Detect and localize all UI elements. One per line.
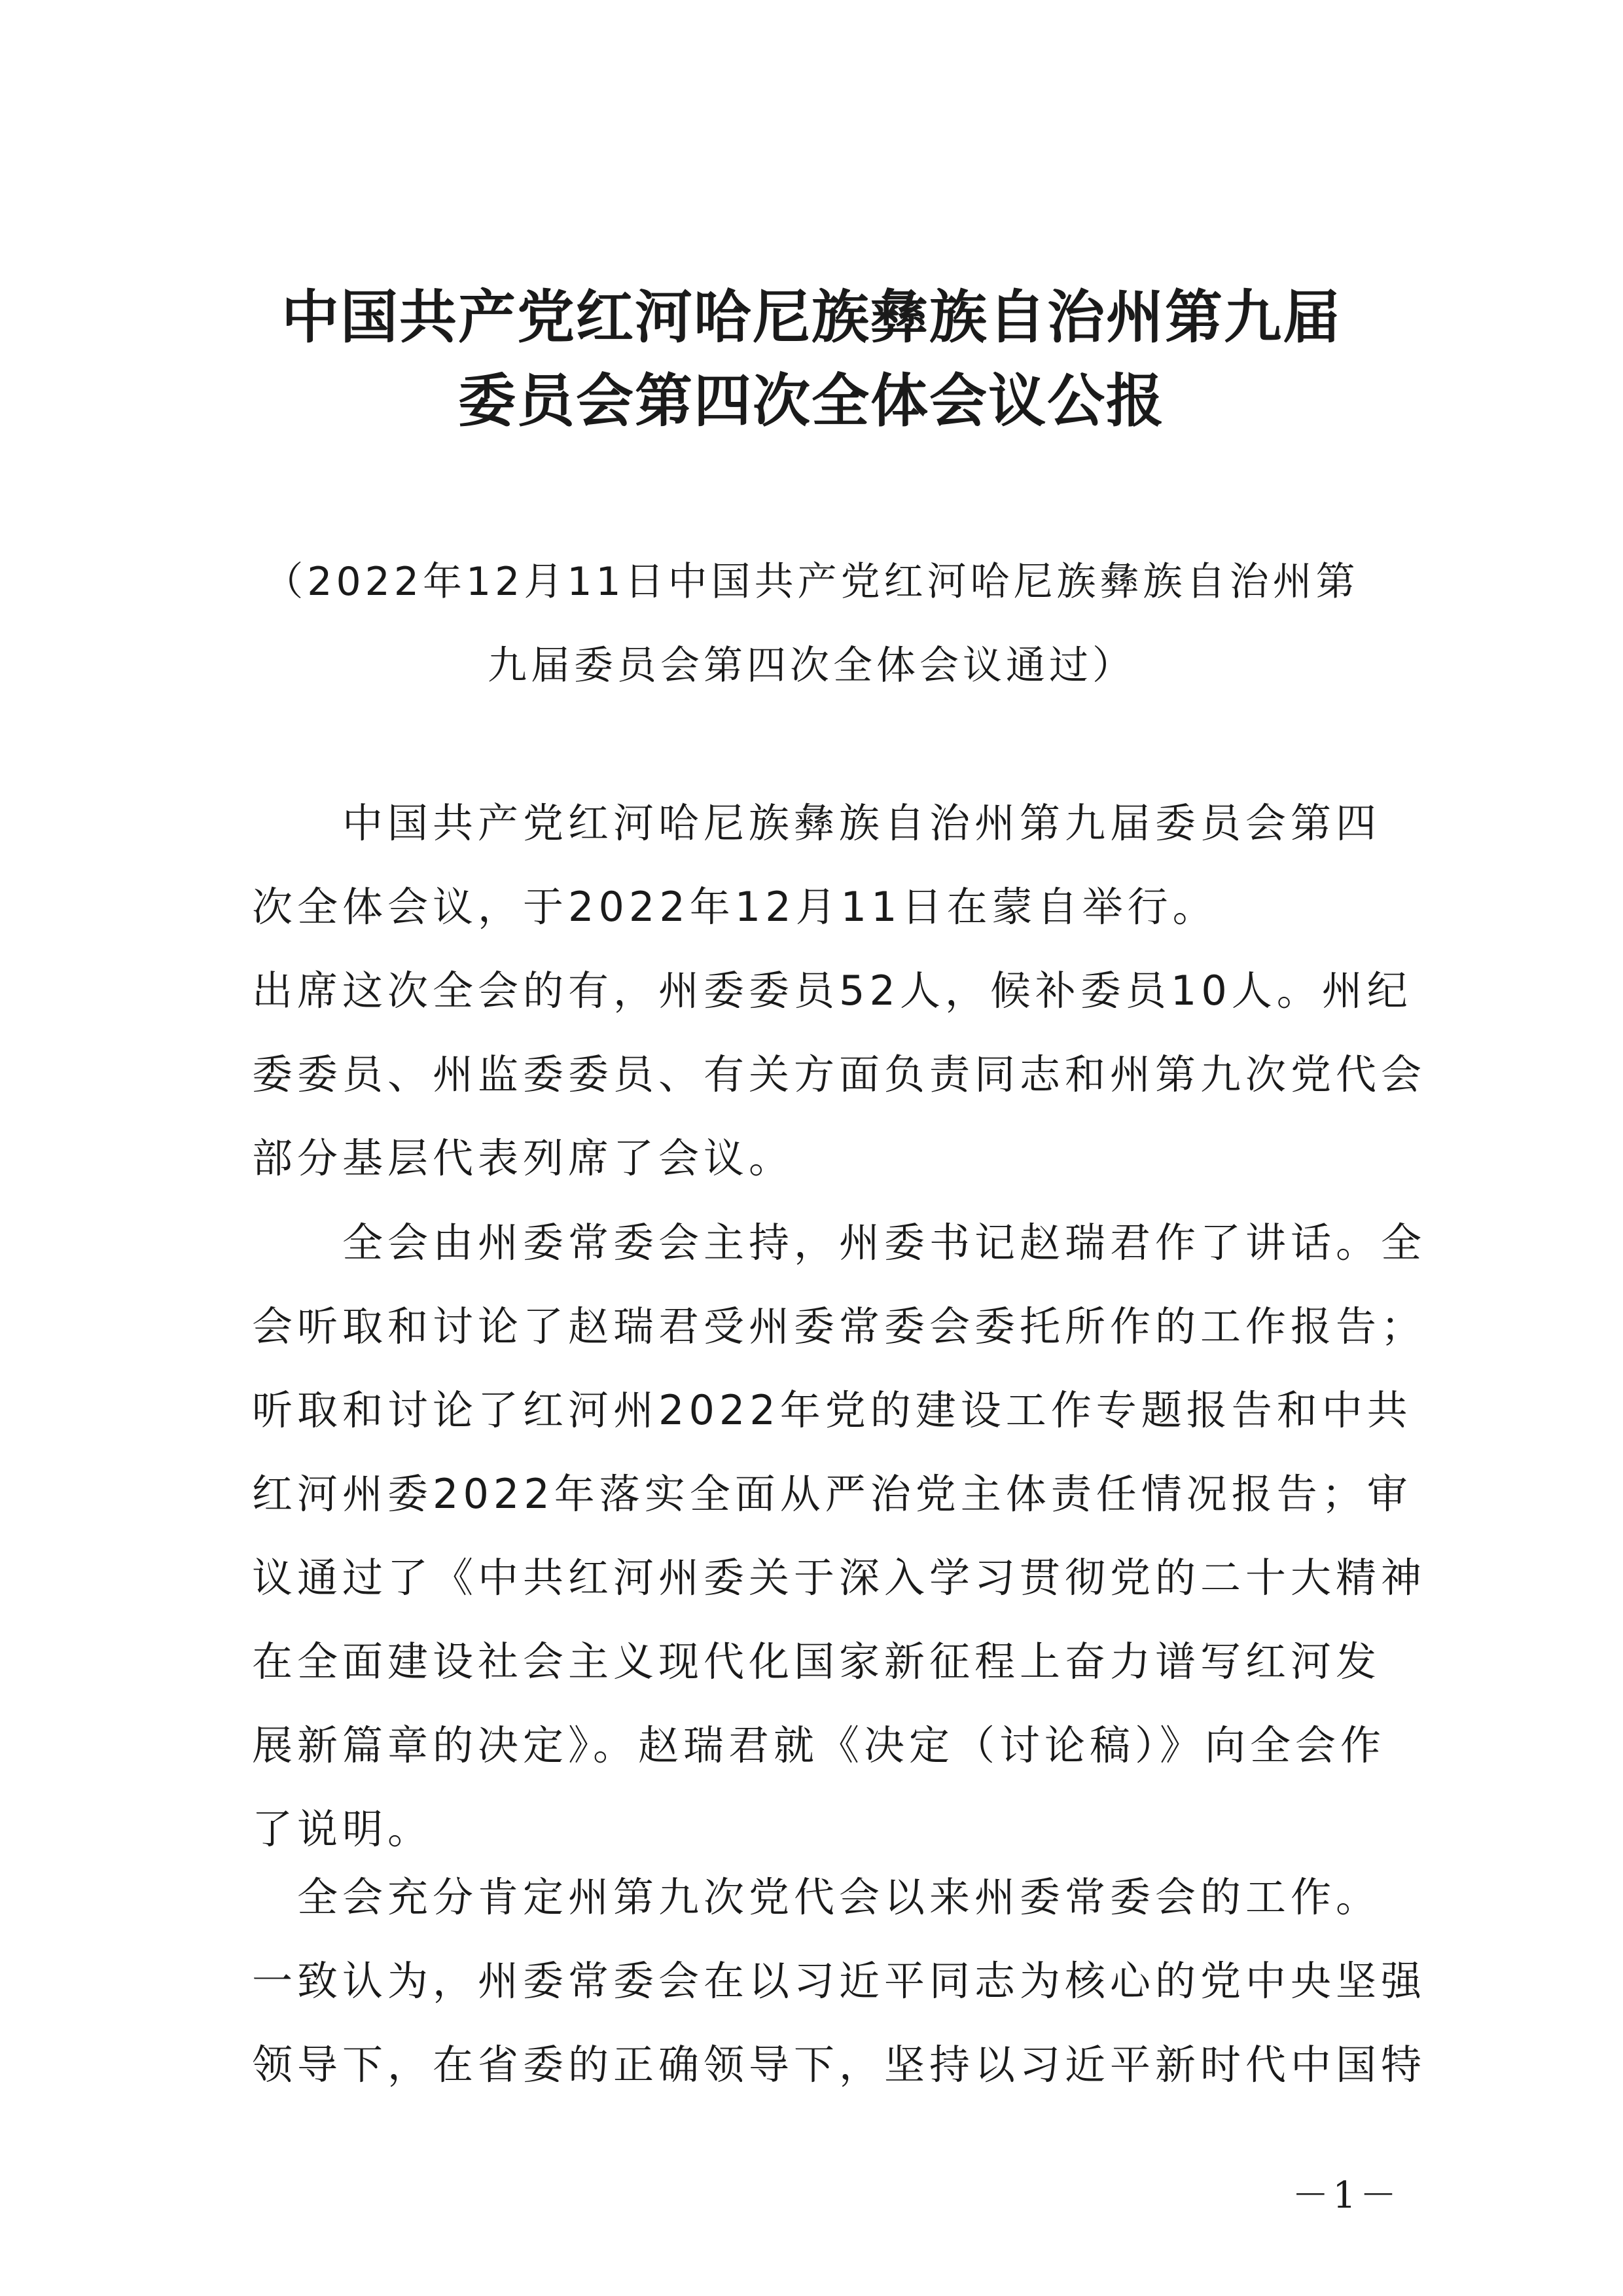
paragraph-line: 领导下，在省委的正确领导下，坚持以习近平新时代中国特	[252, 2041, 1427, 2089]
title-line: 中国共产党红河哈尼族彝族自治州第九届	[281, 283, 1342, 351]
paragraph-line: 展新篇章的决定》。赵瑞君就《决定（讨论稿）》向全会作	[252, 1721, 1386, 1769]
paragraph-line: 全会充分肯定州第九次党代会以来州委常委会的工作。	[252, 1873, 1382, 1921]
paragraph-line: 听取和讨论了红河州2022年党的建设工作专题报告和中共	[252, 1386, 1412, 1434]
paragraph-line: 了说明。	[252, 1805, 433, 1853]
paragraph-line: 中国共产党红河哈尼族彝族自治州第九届委员会第四	[252, 799, 1382, 847]
paragraph-line: 在全面建设社会主义现代化国家新征程上奋力谱写红河发	[252, 1638, 1382, 1685]
paragraph-line: 部分基层代表列席了会议。	[252, 1134, 794, 1182]
subtitle-line: （2022年12月11日中国共产党红河哈尼族彝族自治州第	[264, 559, 1359, 605]
paragraph-line: 会听取和讨论了赵瑞君受州委常委会委托所作的工作报告；	[252, 1302, 1427, 1350]
paragraph-line: 议通过了《中共红河州委关于深入学习贯彻党的二十大精神	[252, 1554, 1427, 1602]
paragraph-line: 委委员、州监委委员、有关方面负责同志和州第九次党代会	[252, 1050, 1427, 1098]
title-line: 委员会第四次全体会议公报	[457, 367, 1165, 435]
paragraph-line: 出席这次全会的有，州委委员52人，候补委员10人。州纪	[252, 967, 1412, 1014]
page-number: －1－	[1292, 2174, 1400, 2217]
paragraph-line: 全会由州委常委会主持，州委书记赵瑞君作了讲话。全	[252, 1219, 1427, 1266]
document-subtitle	[196, 540, 1427, 708]
document-title	[196, 275, 1427, 442]
paragraph-proceedings	[252, 1201, 1427, 1871]
paragraph-affirmation	[252, 1856, 1427, 2107]
paragraph-line: 一致认为，州委常委会在以习近平同志为核心的党中央坚强	[252, 1957, 1427, 2005]
subtitle-line: 九届委员会第四次全体会议通过）	[488, 643, 1135, 689]
paragraph-opening	[252, 781, 1391, 949]
paragraph-line: 红河州委2022年落实全面从严治党主体责任情况报告；审	[252, 1470, 1412, 1518]
paragraph-line: 次全体会议，于2022年12月11日在蒙自举行。	[252, 883, 1218, 931]
paragraph-attendance	[252, 949, 1427, 1200]
